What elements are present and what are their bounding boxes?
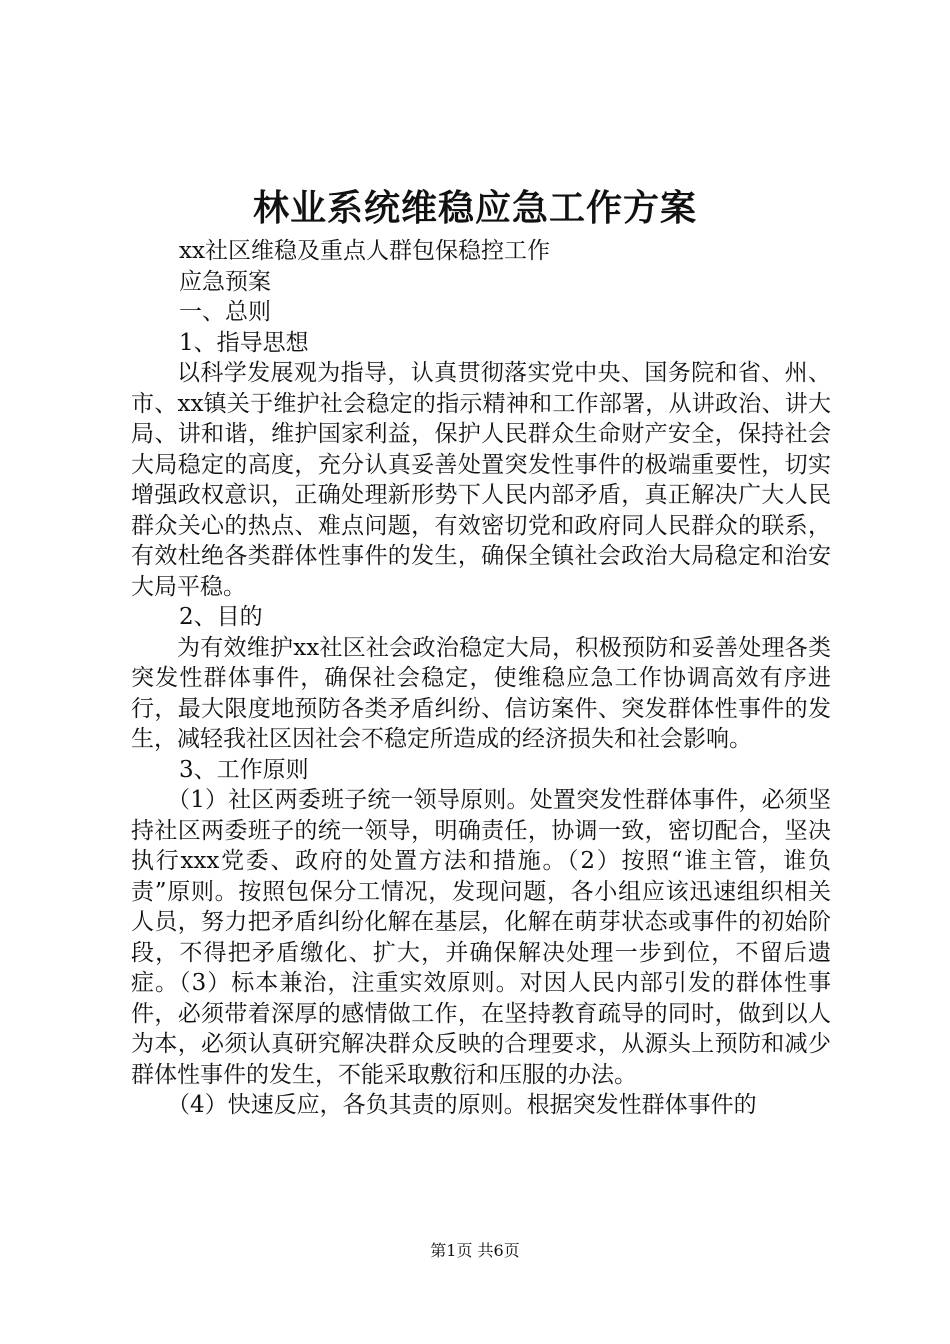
paragraph-purpose: 为有效维护xx社区社会政治稳定大局，积极预防和妥善处理各类突发性群体事件，确保社会稳定，使维稳应急工作协调高效有序进行，最大限度地预防各类矛盾纠纷、信访案件、突发群体性事件的发生，减轻我社区因社会不稳定所造成的经济损失和社会影响。 xyxy=(131,634,831,752)
paragraph-principle-4: （4）快速反应，各负其责的原则。根据突发性群体事件的 xyxy=(167,1092,757,1118)
heading-work-principles: 3、工作原则 xyxy=(179,756,309,783)
heading-guiding-thought: 1、指导思想 xyxy=(179,329,309,356)
subtitle-line-1: xx社区维稳及重点人群包保稳控工作 xyxy=(179,238,550,264)
paragraph-work-principles: （1）社区两委班子统一领导原则。处置突发性群体事件，必须坚持社区两委班子的统一领导，明确责任，协调一致，密切配合，坚决执行xxx党委、政府的处置方法和措施。（2）按照“谁主管，谁负责”原则。按照包保分工情况，发现问题，各小组应该迅速组织相关人员，努力把矛盾纠纷化解在基层，化解在萌芽状态或事件的初始阶段，不得把矛盾缴化、扩大，并确保解决处理一步到位，不留后遗症。（3）标本兼治，注重实效原则。对因人民内部引发的群体性事件，必须带着深厚的感情做工作，在坚持教育疏导的同时，做到以人为本，必须认真研究解决群众反映的合理要求，从源头上预防和减少群体性事件的发生，不能采取敷衍和压服的办法。 xyxy=(131,787,831,1088)
page-number-footer: 第1页 共6页 xyxy=(430,1241,520,1260)
paragraph-guiding-thought: 以科学发展观为指导，认真贯彻落实党中央、国务院和省、州、市、xx镇关于维护社会稳定的指示精神和工作部署，从讲政治、讲大局、讲和谐，维护国家利益，保护人民群众生命财产安全，保持社会大局稳定的高度，充分认真妥善处置突发性事件的极端重要性，切实增强政权意识，正确处理新形势下人民内部矛盾，真正解决广大人民群众关心的热点、难点问题，有效密切党和政府同人民群众的联系，有效杜绝各类群体性事件的发生，确保全镇社会政治大局稳定和治安大局平稳。 xyxy=(131,360,831,600)
subtitle-line-2: 应急预案 xyxy=(179,268,271,295)
heading-purpose: 2、目的 xyxy=(179,604,263,630)
section-heading-general: 一、总则 xyxy=(179,299,271,325)
document-title: 林业系统维稳应急工作方案 xyxy=(252,187,697,229)
document-body xyxy=(131,236,831,1121)
